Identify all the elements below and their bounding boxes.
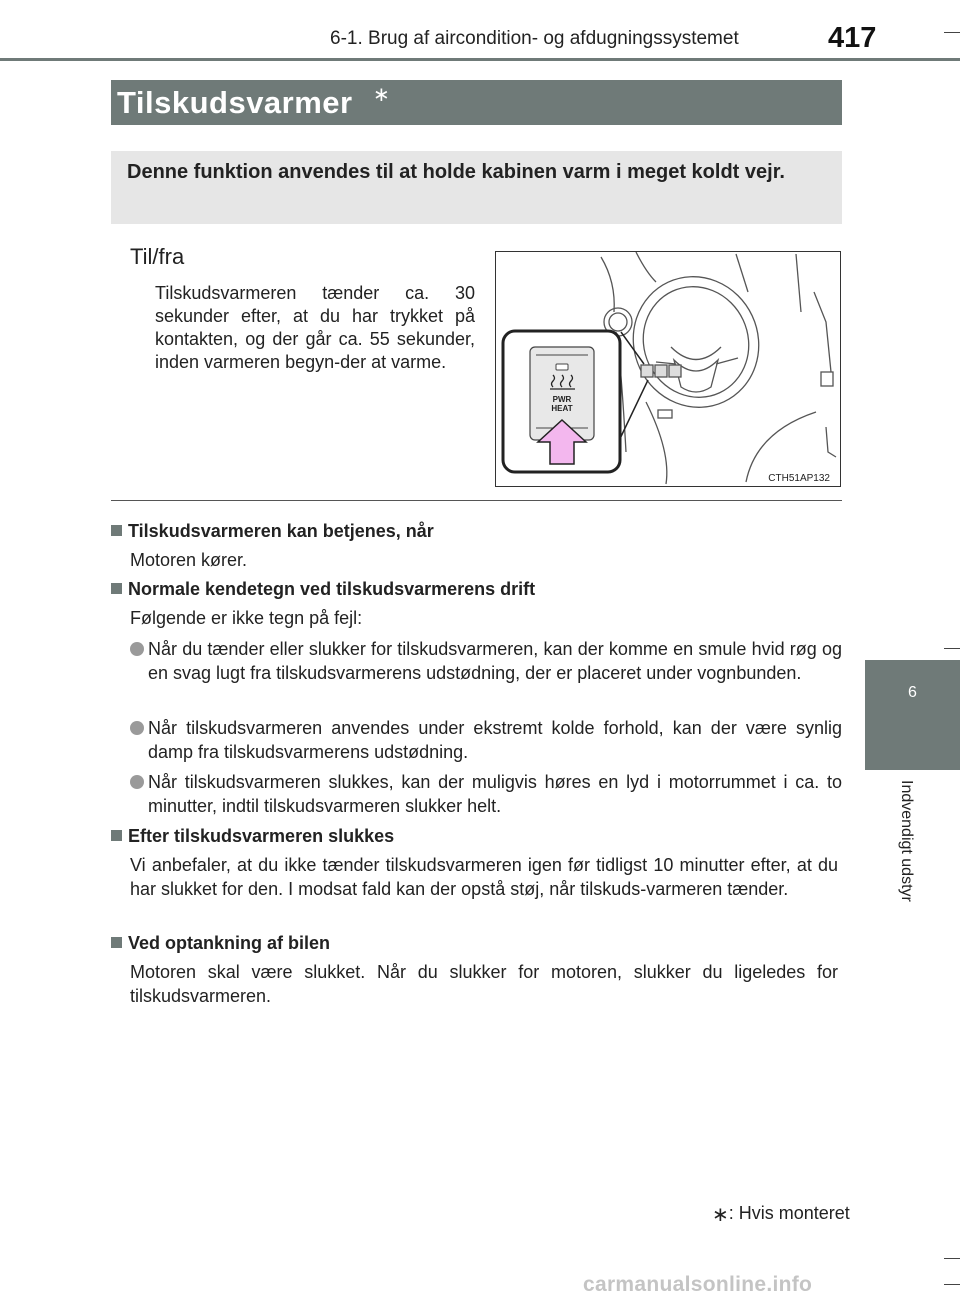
section-divider — [111, 500, 842, 501]
intro-box — [111, 151, 842, 224]
page-number: 417 — [828, 22, 877, 54]
subsection-heading: Til/fra — [130, 244, 185, 269]
crop-mark — [944, 32, 960, 33]
switch-label-heat: HEAT — [551, 404, 573, 413]
square-bullet-icon — [111, 830, 122, 841]
title-bar — [111, 80, 842, 125]
section-heading: Efter tilskudsvarmeren slukkes — [111, 826, 394, 847]
section-heading: Tilskudsvarmeren kan betjenes, når — [111, 521, 434, 542]
crop-mark — [944, 1258, 960, 1259]
section-heading: Normale kendetegn ved tilskudsvarmerens drift — [111, 579, 535, 600]
square-bullet-icon — [111, 583, 122, 594]
page-title: Tilskudsvarmer — [117, 85, 353, 120]
round-bullet-icon — [130, 775, 144, 789]
section-body: Motoren skal være slukket. Når du slukker for motoren, slukker du ligeledes for tilskudsvarmeren. — [130, 962, 838, 1006]
illustration-code: CTH51AP132 — [768, 473, 830, 484]
square-bullet-icon — [111, 525, 122, 536]
round-bullet-icon — [130, 642, 144, 656]
illustration-panel — [495, 251, 841, 487]
indicator-light — [556, 364, 568, 370]
section-heading: Ved optankning af bilen — [111, 933, 330, 954]
switch-label-pwr: PWR — [552, 395, 572, 404]
intro-text: Denne funktion anvendes til at holde kabinen varm i meget koldt vejr. — [127, 161, 785, 183]
crop-mark — [944, 648, 960, 649]
section-body: Følgende er ikke tegn på fejl: — [130, 608, 363, 628]
footnote — [712, 1202, 850, 1227]
crop-mark — [944, 1284, 960, 1285]
section-body: Vi anbefaler, at du ikke tænder tilskudsvarmeren igen før tidligst 10 minutter efter, at du har slukket for den. I modsat fald kan der opstå støj, når tilskuds-varmeren tænder. — [130, 855, 838, 899]
list-item: Når du tænder eller slukker for tilskudsvarmeren, kan der komme en smule hvid røg og en svag lugt fra tilskudsvarmerens udstødning, der er placeret under vognbunden. — [130, 637, 842, 685]
section-body: Motoren kører. — [130, 550, 248, 570]
list-item: Når tilskudsvarmeren slukkes, kan der muligvis høres en lyd i motorrummet i ca. to minutter, indtil tilskudsvarmeren slukker helt. — [130, 770, 842, 818]
footnote-asterisk: ∗ — [712, 1204, 729, 1226]
chapter-label: Indvendigt udstyr — [898, 780, 915, 902]
title-asterisk: ∗ — [373, 84, 390, 106]
list-item: Når tilskudsvarmeren anvendes under ekstremt kolde forhold, kan der være synlig damp fra tilskudsvarmerens udstødning. — [130, 716, 842, 764]
subsection-body: Tilskudsvarmeren tænder ca. 30 sekunder efter, at du har trykket på kontakten, og der går ca. 55 sekunder, inden varmeren begyn-der at varme. — [155, 283, 475, 372]
square-bullet-icon — [111, 937, 122, 948]
chapter-number: 6 — [908, 684, 917, 701]
footnote-text: : Hvis monteret — [728, 1203, 850, 1223]
chapter-tab — [865, 660, 960, 770]
header-rule — [0, 58, 960, 61]
round-bullet-icon — [130, 721, 144, 735]
header-section-title: 6-1. Brug af aircondition- og afdugningssystemet — [330, 28, 739, 49]
steering-wheel-illustration — [496, 252, 840, 486]
watermark: carmanualsonline.info — [583, 1273, 813, 1296]
